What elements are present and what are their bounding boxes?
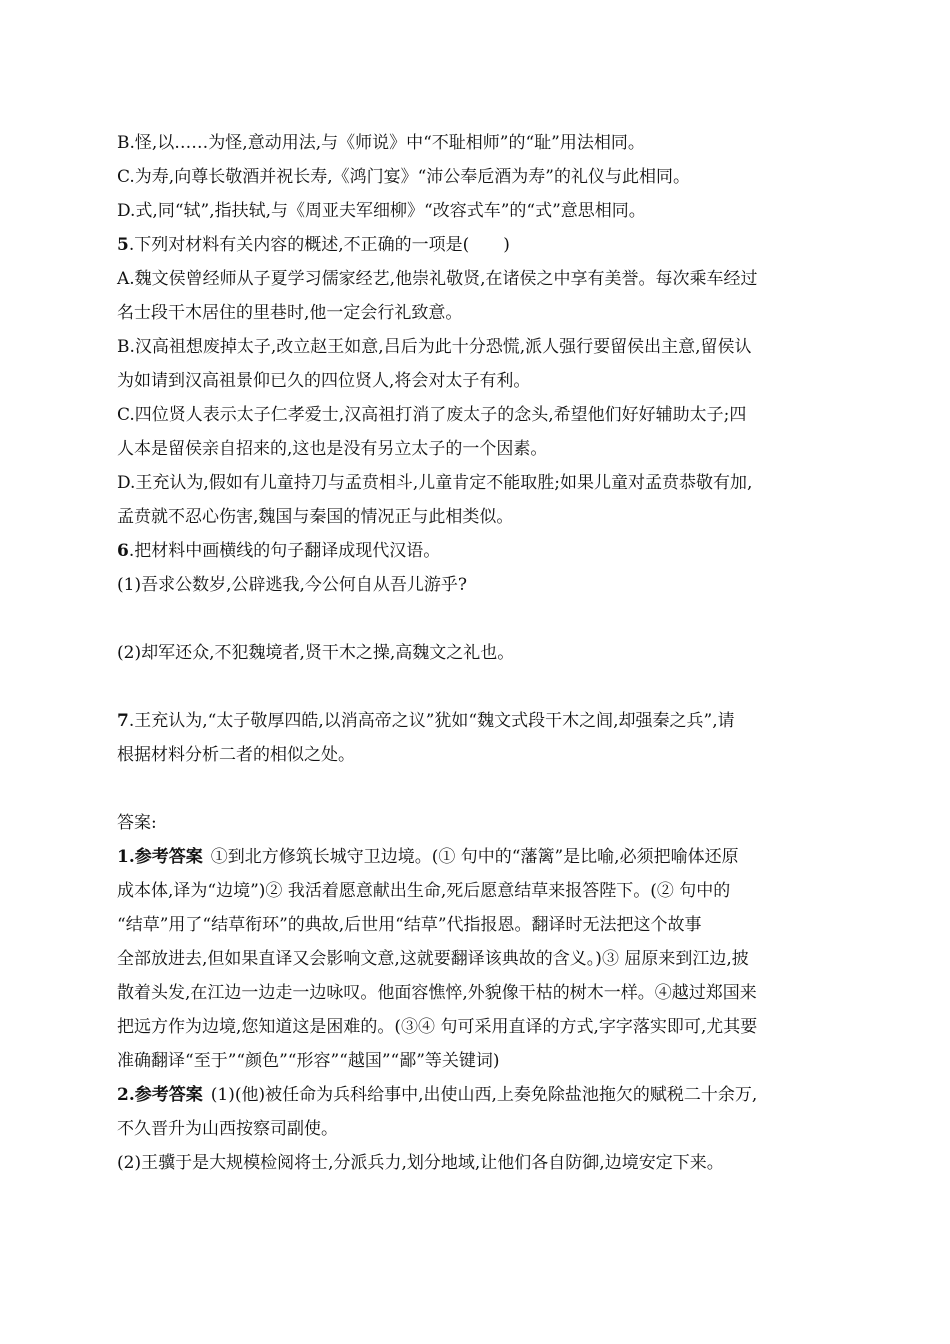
- q5-option-b-line1: B.汉高祖想废掉太子,改立赵王如意,吕后为此十分恐慌,派人强行要留侯出主意,留侯认: [117, 337, 752, 357]
- q7-answer-space: [117, 772, 835, 806]
- q5-option-c-line1: C.四位贤人表示太子仁孝爱士,汉高祖打消了废太子的念头,希望他们好好辅助太子;四: [117, 405, 747, 425]
- question-7: [117, 704, 835, 806]
- q5-stem: .下列对材料有关内容的概述,不正确的一项是( ): [128, 235, 510, 255]
- answer-2-line-1: [117, 1078, 835, 1112]
- q4-option-d: D.式,同“轼”,指扶轼,与《周亚夫军细柳》“改容式车”的“式”意思相同。: [117, 201, 646, 221]
- answer-1-text-1: ①到北方修筑长城守卫边境。(① 句中的“藩篱”是比喻,必须把喻体还原: [210, 847, 739, 867]
- answer-1-line-4: 全部放进去,但如果直译又会影响文意,这就要翻译该典故的含义。)③ 屈原来到江边,披: [117, 949, 749, 969]
- q5-option-a-line1: A.魏文侯曾经师从子夏学习儒家经艺,他崇礼敬贤,在诸侯之中享有美誉。每次乘车经过: [117, 269, 758, 289]
- document-page: [117, 126, 835, 1180]
- answer-1-line-7: 准确翻译“至于”“颜色”“形容”“越国”“鄙”等关键词): [117, 1051, 500, 1071]
- answer-2-line-3: (2)王骥于是大规模检阅将士,分派兵力,划分地域,让他们各自防御,边境安定下来。: [117, 1153, 724, 1173]
- answer-1-label: .参考答案: [128, 847, 203, 867]
- answer-2-text-1: (1)(他)被任命为兵科给事中,出使山西,上奏免除盐池拖欠的赋税二十余万,: [210, 1085, 758, 1105]
- answer-2-line-2: 不久晋升为山西按察司副使。: [117, 1119, 338, 1139]
- answers-section: [117, 806, 835, 1180]
- q5-option-d-line2: 孟贲就不忍心伤害,魏国与秦国的情况正与此相类似。: [117, 507, 514, 527]
- q6-stem: .把材料中画横线的句子翻译成现代汉语。: [128, 541, 441, 561]
- q6-number: 6: [117, 541, 129, 561]
- answer-1-line-5: 散着头发,在江边一边走一边咏叹。他面容憔悴,外貌像干枯的树木一样。④越过郑国来: [117, 983, 757, 1003]
- q5-stem-line: [117, 228, 835, 262]
- q5-number: 5: [117, 235, 129, 255]
- q5-option-d-line1: D.王充认为,假如有儿童持刀与孟贲相斗,儿童肯定不能取胜;如果儿童对孟贲恭敬有加,: [117, 473, 753, 493]
- answer-1-number: 1: [117, 847, 129, 867]
- q6-stem-line: [117, 534, 835, 568]
- q7-text-1: .王充认为,“太子敬厚四皓,以消高帝之议”犹如“魏文式段干木之闾,却强秦之兵”,请: [128, 711, 735, 731]
- q7-line-1: [117, 704, 835, 738]
- answer-2-number: 2: [117, 1085, 129, 1105]
- q6-answer-space-1: [117, 602, 835, 636]
- answer-2-label: .参考答案: [128, 1085, 203, 1105]
- answer-1-line-6: 把远方作为边境,您知道这是困难的。(③④ 句可采用直译的方式,字字落实即可,尤其要: [117, 1017, 758, 1037]
- q5-option-a-line2: 名士段干木居住的里巷时,他一定会行礼致意。: [117, 303, 463, 323]
- q6-item-2: (2)却军还众,不犯魏境者,贤干木之操,高魏文之礼也。: [117, 643, 515, 663]
- answer-1-line-3: “结草”用了“结草衔环”的典故,后世用“结草”代指报恩。翻译时无法把这个故事: [117, 915, 702, 935]
- q5-option-c-line2: 人本是留侯亲自招来的,这也是没有另立太子的一个因素。: [117, 439, 548, 459]
- answer-1-line-2: 成本体,译为“边境”)② 我活着愿意献出生命,死后愿意结草来报答陛下。(② 句中的: [117, 881, 731, 901]
- question-4-options: [117, 126, 835, 228]
- answers-heading: 答案:: [117, 813, 157, 833]
- q6-answer-space-2: [117, 670, 835, 704]
- answer-1-line-1: [117, 840, 835, 874]
- question-6: [117, 534, 835, 704]
- q6-item-1: (1)吾求公数岁,公辟逃我,今公何自从吾儿游乎?: [117, 575, 468, 595]
- q7-line-2: 根据材料分析二者的相似之处。: [117, 745, 355, 765]
- q4-option-c: C.为寿,向尊长敬酒并祝长寿,《鸿门宴》“沛公奉卮酒为寿”的礼仪与此相同。: [117, 167, 690, 187]
- question-5: [117, 228, 835, 534]
- q5-option-b-line2: 为如请到汉高祖景仰已久的四位贤人,将会对太子有利。: [117, 371, 531, 391]
- q4-option-b: B.怪,以……为怪,意动用法,与《师说》中“不耻相师”的“耻”用法相同。: [117, 133, 645, 153]
- q7-number: 7: [117, 711, 129, 731]
